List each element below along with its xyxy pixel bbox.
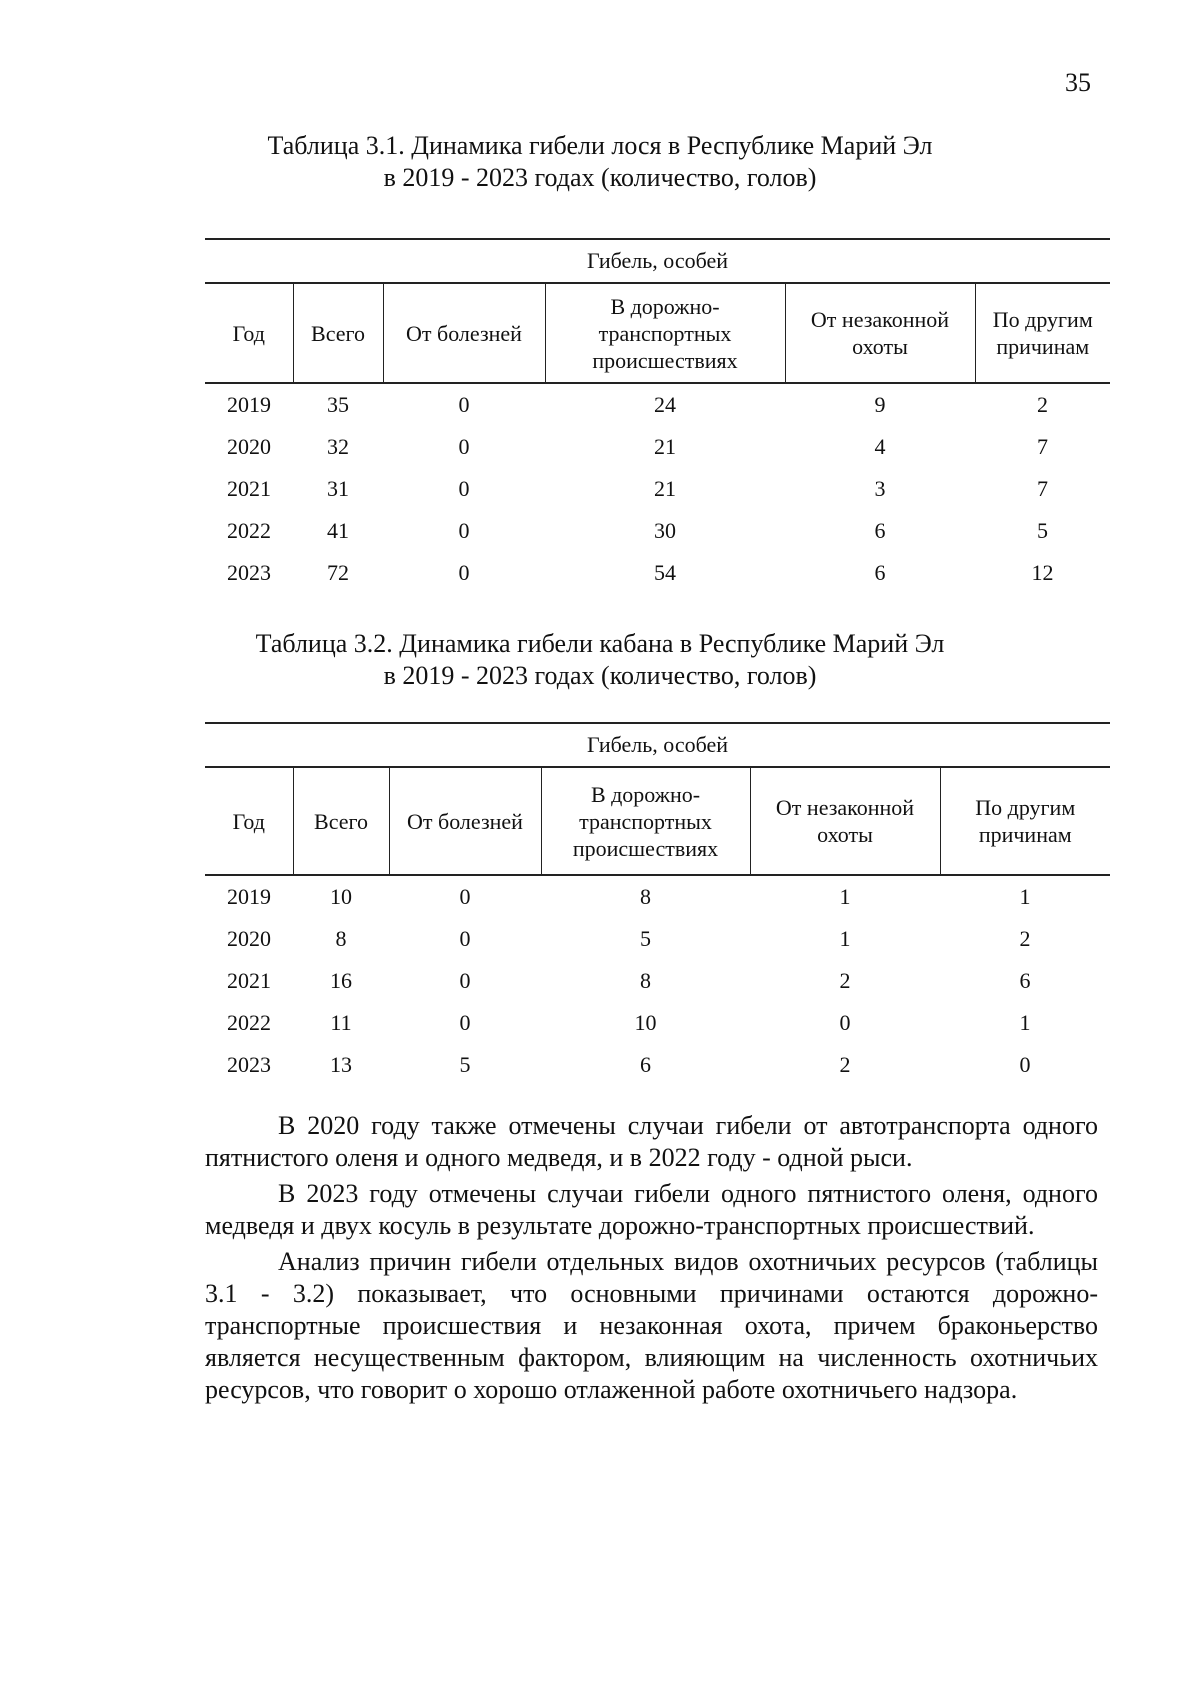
table-1-col-year: Год	[205, 283, 293, 383]
table-1-col-road-accidents: В дорожно-транспортных происшествиях	[545, 283, 785, 383]
cell-illegal: 2	[839, 968, 851, 993]
table-2-caption-line-1: Таблица 3.2. Динамика гибели кабана в Республике Марий Эл	[255, 629, 945, 658]
table-row	[205, 960, 1110, 1002]
cell-road: 24	[654, 392, 676, 417]
table-1-col-disease: От болезней	[383, 283, 545, 383]
cell-illegal: 0	[839, 1010, 851, 1035]
table-row	[205, 1044, 1110, 1086]
cell-total: 8	[335, 926, 347, 951]
cell-disease: 0	[458, 392, 470, 417]
table-1-col-illegal-hunting: От незаконной охоты	[785, 283, 975, 383]
table-2-col-year: Год	[205, 767, 293, 875]
cell-illegal: 1	[839, 884, 851, 909]
cell-road: 10	[634, 1010, 657, 1035]
cell-year: 2021	[227, 476, 271, 501]
cell-disease: 5	[459, 1052, 471, 1077]
paragraph-1: В 2020 году также отмечены случаи гибели от автотранспорта одного пятнистого оленя и одного медведя, и в 2022 году - одной рыси.	[205, 1111, 1098, 1172]
cell-illegal: 2	[839, 1052, 851, 1077]
cell-year: 2019	[227, 392, 271, 417]
table-1-caption-line-2: в 2019 - 2023 годах (количество, голов)	[383, 163, 817, 192]
cell-disease: 0	[459, 926, 471, 951]
table-1-caption	[160, 130, 1040, 194]
cell-road: 54	[654, 560, 676, 585]
cell-other: 2	[1019, 926, 1031, 951]
cell-illegal: 1	[839, 926, 851, 951]
cell-total: 35	[327, 392, 349, 417]
cell-year: 2022	[227, 1010, 271, 1035]
cell-year: 2022	[227, 518, 271, 543]
cell-other: 12	[1031, 560, 1054, 585]
table-row	[205, 1002, 1110, 1044]
cell-total: 72	[327, 560, 349, 585]
table-2-caption	[160, 628, 1040, 692]
cell-disease: 0	[458, 476, 470, 501]
cell-disease: 0	[458, 434, 470, 459]
cell-disease: 0	[459, 884, 471, 909]
cell-road: 5	[640, 926, 651, 951]
cell-total: 32	[327, 434, 349, 459]
cell-road: 6	[640, 1052, 651, 1077]
cell-illegal: 6	[874, 560, 886, 585]
cell-other: 7	[1037, 434, 1048, 459]
table-2-col-road-accidents: В дорожно-транспортных происшествиях	[541, 767, 750, 875]
cell-year: 2020	[227, 926, 271, 951]
cell-year: 2023	[227, 1052, 271, 1077]
cell-road: 21	[654, 476, 676, 501]
table-row	[205, 875, 1110, 918]
table-1-col-total: Всего	[293, 283, 383, 383]
cell-year: 2020	[227, 434, 271, 459]
cell-other: 1	[1019, 884, 1031, 909]
cell-illegal: 6	[874, 518, 886, 543]
cell-road: 30	[654, 518, 676, 543]
table-row	[205, 510, 1110, 552]
table-1-group-header: Гибель, особей	[205, 239, 1110, 283]
cell-other: 2	[1037, 392, 1048, 417]
cell-disease: 0	[459, 968, 471, 993]
cell-total: 10	[330, 884, 352, 909]
table-2	[205, 722, 1110, 1086]
cell-total: 11	[330, 1010, 352, 1035]
table-2-col-other-causes: По другим причинам	[940, 767, 1110, 875]
cell-other: 6	[1019, 968, 1031, 993]
cell-illegal: 3	[874, 476, 886, 501]
cell-year: 2019	[227, 884, 271, 909]
table-row	[205, 918, 1110, 960]
table-row	[205, 426, 1110, 468]
cell-total: 16	[330, 968, 352, 993]
body-text	[205, 1110, 1098, 1410]
table-2-col-total: Всего	[293, 767, 389, 875]
table-1-caption-line-1: Таблица 3.1. Динамика гибели лося в Республике Марий Эл	[267, 131, 933, 160]
cell-year: 2021	[227, 968, 271, 993]
paragraph-2: В 2023 году отмечены случаи гибели одного пятнистого оленя, одного медведя и двух косуль в результате дорожно-транспортных происшествий.	[205, 1179, 1098, 1240]
cell-disease: 0	[459, 1010, 471, 1035]
table-2-col-illegal-hunting: От незаконной охоты	[750, 767, 940, 875]
cell-total: 41	[327, 518, 349, 543]
cell-other: 7	[1037, 476, 1048, 501]
cell-other: 5	[1037, 518, 1048, 543]
cell-other: 1	[1019, 1010, 1031, 1035]
cell-road: 8	[640, 884, 651, 909]
table-2-group-header: Гибель, особей	[205, 723, 1110, 767]
table-row	[205, 552, 1110, 594]
table-1	[205, 238, 1110, 594]
cell-other: 0	[1019, 1052, 1031, 1077]
cell-illegal: 9	[874, 392, 886, 417]
table-row	[205, 383, 1110, 426]
cell-road: 21	[654, 434, 676, 459]
cell-year: 2023	[227, 560, 271, 585]
cell-illegal: 4	[874, 434, 886, 459]
cell-road: 8	[640, 968, 651, 993]
cell-total: 31	[327, 476, 349, 501]
cell-disease: 0	[458, 518, 470, 543]
paragraph-3: Анализ причин гибели отдельных видов охотничьих ресурсов (таблицы 3.1 - 3.2) показывает, что основными причинами остаются дорожно-транспортные происшествия и незаконная охота, причем браконьерство является несущественным фактором, влияющим на численность охотничьих ресурсов, что говорит о хорошо отлаженной работе охотничьего надзора.	[205, 1247, 1098, 1404]
cell-total: 13	[330, 1052, 352, 1077]
table-row	[205, 468, 1110, 510]
table-2-col-disease: От болезней	[389, 767, 541, 875]
table-1-col-other-causes: По другим причинам	[975, 283, 1110, 383]
cell-disease: 0	[458, 560, 470, 585]
page-number: 35	[1065, 68, 1091, 97]
table-2-caption-line-2: в 2019 - 2023 годах (количество, голов)	[383, 661, 817, 690]
